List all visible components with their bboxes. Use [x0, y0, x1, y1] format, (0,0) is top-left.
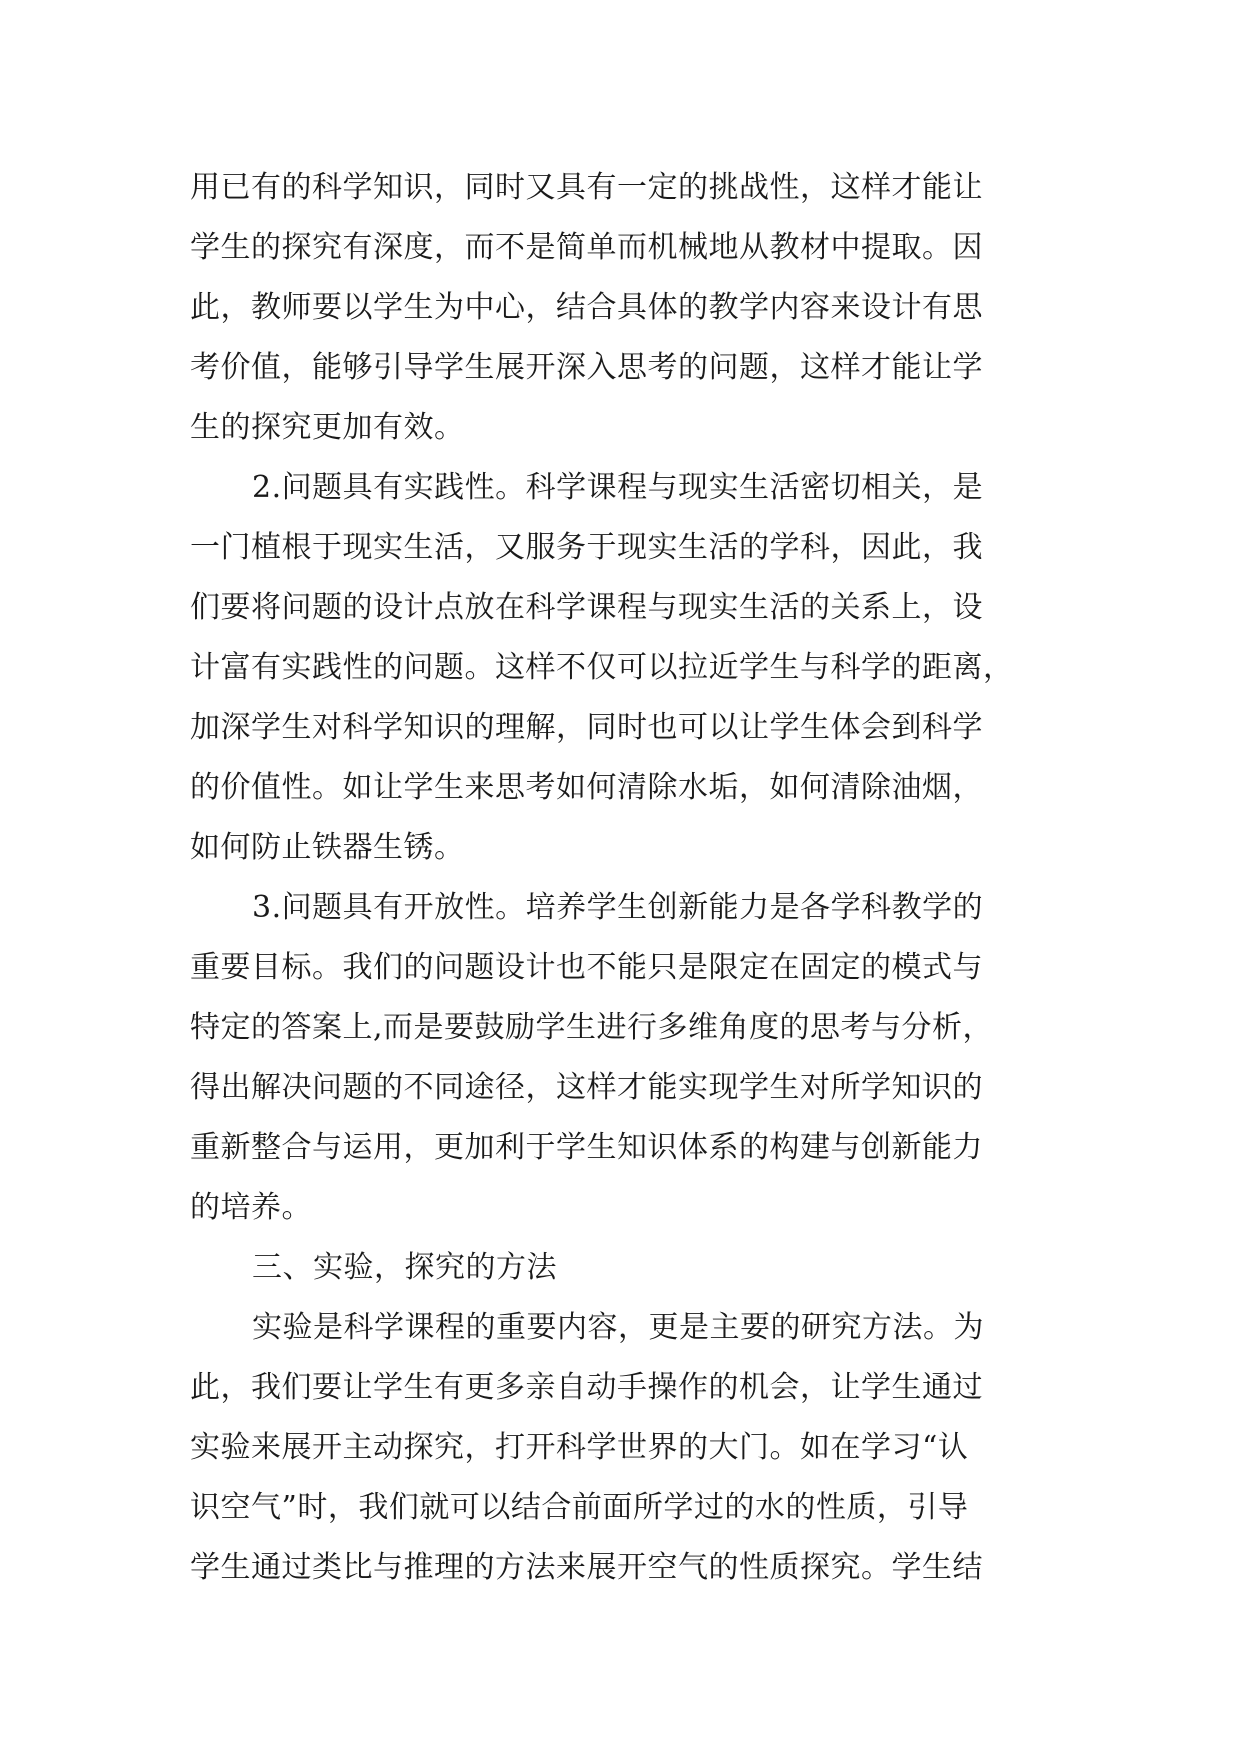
text-line: 重新整合与运用，更加利于学生知识体系的构建与创新能力: [190, 1130, 983, 1165]
text-line: 学生的探究有深度，而不是简单而机械地从教材中提取。因: [190, 230, 983, 265]
text-line: 实验来展开主动探究，打开科学世界的大门。如在学习“认: [190, 1430, 969, 1465]
text-line: 加深学生对科学知识的理解，同时也可以让学生体会到科学: [190, 710, 983, 745]
paragraph-start-line: 2.问题具有实践性。科学课程与现实生活密切相关，是: [252, 470, 984, 505]
text-line: 一门植根于现实生活，又服务于现实生活的学科，因此，我: [190, 530, 983, 565]
text-line: 得出解决问题的不同途径，这样才能实现学生对所学知识的: [190, 1070, 983, 1105]
text-line: 重要目标。我们的问题设计也不能只是限定在固定的模式与: [190, 950, 983, 985]
paragraph-start-line: 3.问题具有开放性。培养学生创新能力是各学科教学的: [252, 890, 984, 925]
text-line: 生的探究更加有效。: [190, 410, 465, 445]
text-line: 们要将问题的设计点放在科学课程与现实生活的关系上，设: [190, 590, 983, 625]
paragraph-start-line: 实验是科学课程的重要内容，更是主要的研究方法。为: [252, 1310, 984, 1345]
text-line: 用已有的科学知识，同时又具有一定的挑战性，这样才能让: [190, 170, 983, 205]
text-line: 此，教师要以学生为中心，结合具体的教学内容来设计有思: [190, 290, 983, 325]
text-line: 计富有实践性的问题。这样不仅可以拉近学生与科学的距离，: [190, 650, 1014, 685]
section-heading: 三、实验，探究的方法: [252, 1250, 557, 1285]
text-line: 识空气”时，我们就可以结合前面所学过的水的性质，引导: [190, 1490, 969, 1525]
body-text: [190, 158, 1070, 1598]
text-line: 如何防止铁器生锈。: [190, 830, 465, 865]
text-line: 考价值，能够引导学生展开深入思考的问题，这样才能让学: [190, 350, 983, 385]
text-line: 学生通过类比与推理的方法来展开空气的性质探究。学生结: [190, 1550, 983, 1585]
text-line: 的价值性。如让学生来思考如何清除水垢，如何清除油烟，: [190, 770, 983, 805]
text-line: 的培养。: [190, 1190, 312, 1225]
text-line: 此，我们要让学生有更多亲自动手操作的机会，让学生通过: [190, 1370, 983, 1405]
text-line: 特定的答案上,而是要鼓励学生进行多维角度的思考与分析，: [190, 1010, 994, 1045]
